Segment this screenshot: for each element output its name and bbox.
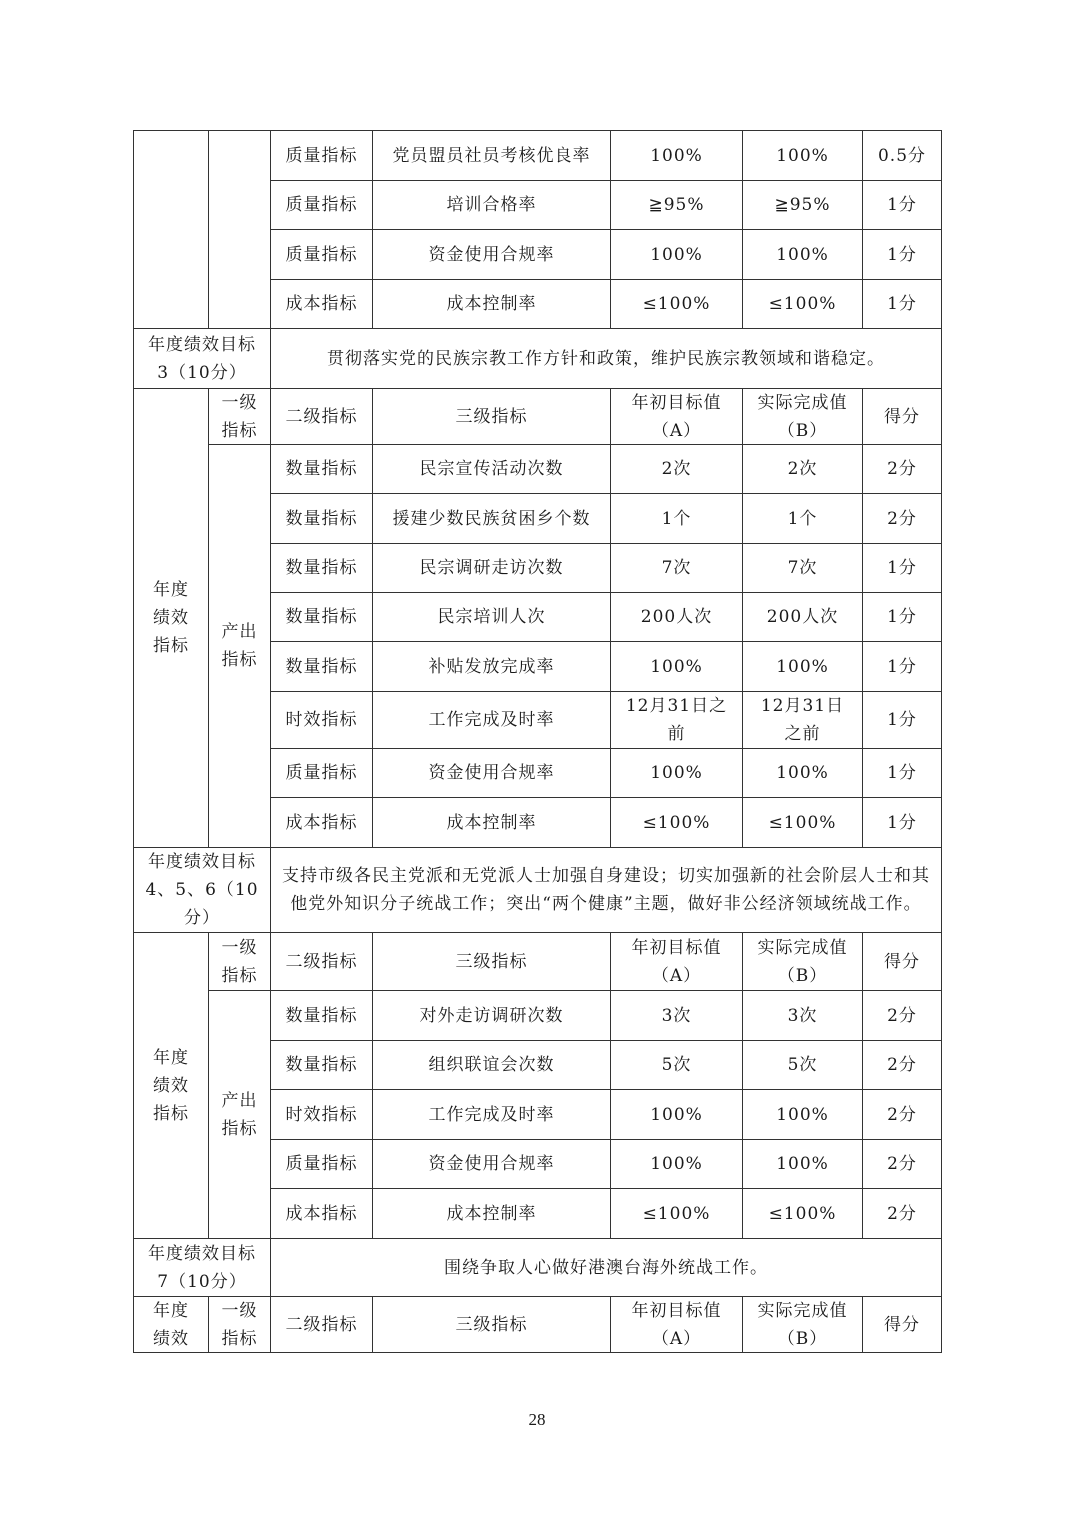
actual-cell <box>742 691 863 749</box>
level3-cell-text: 资金使用合规率 <box>428 244 555 265</box>
goal3-text <box>270 328 942 389</box>
level3-cell-text: 成本控制率 <box>446 1203 537 1224</box>
level3-cell-text: 工作完成及时率 <box>428 1104 555 1125</box>
actual-cell <box>742 592 863 642</box>
header-level1 <box>208 388 271 445</box>
level3-cell <box>372 641 611 692</box>
header-target-text: 年初目标值 （A） <box>631 937 722 986</box>
score-cell <box>862 279 942 329</box>
score-cell-text: 1分 <box>887 195 917 215</box>
level2-cell-text: 数量指标 <box>285 1005 358 1026</box>
header-target <box>610 932 743 991</box>
target-cell <box>610 279 743 329</box>
score-cell <box>862 229 942 280</box>
level3-cell <box>372 130 611 181</box>
target-cell-text: ≤100% <box>642 1203 711 1224</box>
level2-cell <box>270 279 373 329</box>
target-cell-text: 3次 <box>661 1005 692 1026</box>
level3-cell-text: 援建少数民族贫困乡个数 <box>392 508 591 529</box>
actual-cell <box>742 180 863 230</box>
level2-cell <box>270 444 373 494</box>
score-cell-text: 1分 <box>887 763 917 783</box>
target-cell <box>610 748 743 798</box>
level2-cell-text: 数量指标 <box>285 508 358 529</box>
actual-cell <box>742 1139 863 1189</box>
score-cell-text: 2分 <box>887 1154 917 1174</box>
score-cell <box>862 797 942 848</box>
actual-cell <box>742 543 863 593</box>
level3-cell <box>372 990 611 1041</box>
header-level2-text: 二级指标 <box>285 406 358 427</box>
level2-cell-text: 质量指标 <box>285 763 358 783</box>
target-cell-text: 7次 <box>661 558 692 578</box>
output-label-text: 产出 指标 <box>221 622 258 670</box>
header-level2 <box>270 1296 373 1353</box>
header-level3-text: 三级指标 <box>455 951 528 972</box>
header-level3 <box>372 388 611 445</box>
score-cell-text: 2分 <box>887 508 917 529</box>
actual-cell-text: 200人次 <box>766 607 839 627</box>
actual-cell-text: ≤100% <box>768 1203 837 1224</box>
header-level3 <box>372 932 611 991</box>
header-level1-text: 一级 指标 <box>221 392 258 441</box>
target-cell <box>610 1040 743 1090</box>
level2-cell <box>270 990 373 1041</box>
level2-cell-text: 时效指标 <box>285 710 358 730</box>
score-cell-text: 1分 <box>887 710 917 730</box>
actual-cell-text: 7次 <box>787 558 818 578</box>
goal456-text <box>270 847 942 933</box>
target-cell <box>610 444 743 494</box>
section-label-text: 年度 绩效 <box>153 1300 189 1349</box>
header-target <box>610 1296 743 1353</box>
section-label-continued <box>133 130 209 329</box>
header-level2-text: 二级指标 <box>285 1314 358 1335</box>
score-cell <box>862 691 942 749</box>
level3-cell-text: 成本控制率 <box>446 294 537 314</box>
score-cell-text: 2分 <box>887 459 917 479</box>
level2-cell-text: 时效指标 <box>285 1104 358 1125</box>
target-cell-text: 100% <box>650 763 703 783</box>
header-target-text: 年初目标值 （A） <box>631 392 722 441</box>
target-cell <box>610 130 743 181</box>
score-cell <box>862 990 942 1041</box>
level3-cell <box>372 797 611 848</box>
target-cell-text: 100% <box>650 1154 703 1174</box>
level3-cell-text: 工作完成及时率 <box>428 710 555 730</box>
level2-cell-text: 数量指标 <box>285 1055 358 1075</box>
target-cell-text: 100% <box>650 1104 703 1125</box>
level3-cell <box>372 748 611 798</box>
level3-cell <box>372 543 611 593</box>
target-cell <box>610 1089 743 1140</box>
header-score-text: 得分 <box>884 406 920 427</box>
level2-cell <box>270 130 373 181</box>
actual-cell <box>742 641 863 692</box>
header-level1 <box>208 1296 271 1353</box>
level2-cell-text: 数量指标 <box>285 607 358 627</box>
level2-cell-text: 成本指标 <box>285 812 358 833</box>
header-actual-text: 实际完成值 （B） <box>757 392 848 441</box>
score-cell-text: 1分 <box>887 656 917 677</box>
target-cell <box>610 797 743 848</box>
goal7-text-text: 围绕争取人心做好港澳台海外统战工作。 <box>444 1257 768 1278</box>
header-score-text: 得分 <box>884 1314 920 1335</box>
actual-cell-text: 100% <box>776 145 829 166</box>
level3-cell <box>372 180 611 230</box>
score-cell-text: 2分 <box>887 1203 917 1224</box>
score-cell-text: 0.5分 <box>877 145 927 166</box>
header-level2 <box>270 388 373 445</box>
level3-cell-text: 资金使用合规率 <box>428 763 555 783</box>
target-cell-text: 12月31日之 前 <box>625 696 728 744</box>
actual-cell-text: 12月31日 之前 <box>760 696 845 744</box>
score-cell <box>862 1139 942 1189</box>
header-actual <box>742 388 863 445</box>
target-cell-text: 100% <box>650 145 703 166</box>
actual-cell-text: 100% <box>776 1104 829 1125</box>
header-actual-text: 实际完成值 （B） <box>757 937 848 986</box>
header-level3-text: 三级指标 <box>455 406 528 427</box>
level3-cell <box>372 1040 611 1090</box>
goal456-label-text: 年度绩效目标 4、5、6（10 分） <box>145 852 259 928</box>
section-label <box>133 932 209 1239</box>
level3-cell-text: 组织联谊会次数 <box>428 1055 555 1075</box>
actual-cell <box>742 493 863 544</box>
target-cell-text: 200人次 <box>640 607 713 627</box>
output-label <box>208 990 271 1239</box>
level3-cell-text: 民宗培训人次 <box>437 607 546 627</box>
actual-cell <box>742 229 863 280</box>
level2-cell <box>270 691 373 749</box>
level2-cell <box>270 1139 373 1189</box>
section-label <box>133 388 209 848</box>
level2-cell-text: 数量指标 <box>285 656 358 677</box>
target-cell <box>610 493 743 544</box>
page-number: 28 <box>528 1410 546 1429</box>
level2-cell <box>270 1188 373 1239</box>
actual-cell <box>742 797 863 848</box>
level3-cell-text: 成本控制率 <box>446 812 537 833</box>
section-label-text: 年度 绩效 指标 <box>153 1047 189 1124</box>
level2-cell <box>270 180 373 230</box>
level3-cell-text: 民宗宣传活动次数 <box>419 459 564 479</box>
target-cell <box>610 1188 743 1239</box>
target-cell <box>610 592 743 642</box>
level3-cell <box>372 279 611 329</box>
level2-cell-text: 数量指标 <box>285 558 358 578</box>
level2-cell-text: 质量指标 <box>285 244 358 265</box>
score-cell-text: 1分 <box>887 812 917 833</box>
score-cell-text: 1分 <box>887 558 917 578</box>
level2-cell <box>270 797 373 848</box>
level3-cell <box>372 1089 611 1140</box>
target-cell-text: ≤100% <box>642 812 711 833</box>
actual-cell <box>742 444 863 494</box>
actual-cell-text: ≧95% <box>774 195 831 215</box>
level3-cell <box>372 1139 611 1189</box>
header-level1-text: 一级 指标 <box>221 937 258 986</box>
score-cell <box>862 641 942 692</box>
level2-cell <box>270 592 373 642</box>
actual-cell-text: 3次 <box>787 1005 818 1026</box>
actual-cell-text: 5次 <box>787 1055 818 1075</box>
level3-cell <box>372 229 611 280</box>
actual-cell-text: 100% <box>776 1154 829 1174</box>
header-score-text: 得分 <box>884 951 920 972</box>
header-level3-text: 三级指标 <box>455 1314 528 1335</box>
header-level2 <box>270 932 373 991</box>
actual-cell <box>742 990 863 1041</box>
level3-cell-text: 资金使用合规率 <box>428 1154 555 1174</box>
score-cell <box>862 130 942 181</box>
score-cell-text: 1分 <box>887 607 917 627</box>
target-cell <box>610 180 743 230</box>
actual-cell-text: 1个 <box>787 508 818 529</box>
level3-cell-text: 党员盟员社员考核优良率 <box>392 145 591 166</box>
actual-cell-text: 100% <box>776 763 829 783</box>
actual-cell-text: ≤100% <box>768 294 837 314</box>
goal456-text-text: 支持市级各民主党派和无党派人士加强自身建设；切实加强新的社会阶层人士和其他党外知识分子统战工作；突出“两个健康”主题，做好非公经济领域统战工作。 <box>282 866 930 914</box>
level2-cell <box>270 493 373 544</box>
header-level2-text: 二级指标 <box>285 951 358 972</box>
score-cell <box>862 1188 942 1239</box>
score-cell <box>862 592 942 642</box>
header-actual <box>742 1296 863 1353</box>
level2-cell <box>270 641 373 692</box>
actual-cell <box>742 748 863 798</box>
header-level3 <box>372 1296 611 1353</box>
score-cell <box>862 180 942 230</box>
target-cell <box>610 641 743 692</box>
target-cell-text: 5次 <box>661 1055 692 1075</box>
level2-cell <box>270 229 373 280</box>
target-cell <box>610 543 743 593</box>
score-cell <box>862 1089 942 1140</box>
level2-cell <box>270 543 373 593</box>
actual-cell <box>742 1040 863 1090</box>
target-cell <box>610 990 743 1041</box>
output-label-continued <box>208 130 271 329</box>
goal456-label <box>133 847 271 933</box>
section-label-text: 年度 绩效 指标 <box>153 580 189 656</box>
score-cell-text: 1分 <box>887 244 917 265</box>
header-score <box>862 932 942 991</box>
goal7-label <box>133 1238 271 1297</box>
target-cell <box>610 691 743 749</box>
level3-cell-text: 民宗调研走访次数 <box>419 558 564 578</box>
level2-cell-text: 数量指标 <box>285 459 358 479</box>
header-level1-text: 一级 指标 <box>221 1300 258 1349</box>
actual-cell <box>742 130 863 181</box>
score-cell <box>862 748 942 798</box>
actual-cell <box>742 1188 863 1239</box>
level2-cell-text: 成本指标 <box>285 294 358 314</box>
header-actual <box>742 932 863 991</box>
goal3-text-text: 贯彻落实党的民族宗教工作方针和政策，维护民族宗教领域和谐稳定。 <box>327 348 885 369</box>
goal3-label-text: 年度绩效目标 3（10分） <box>148 334 256 383</box>
level2-cell-text: 质量指标 <box>285 195 358 215</box>
header-target <box>610 388 743 445</box>
score-cell-text: 2分 <box>887 1055 917 1075</box>
score-cell <box>862 1040 942 1090</box>
score-cell-text: 1分 <box>887 294 917 314</box>
target-cell <box>610 229 743 280</box>
actual-cell-text: 2次 <box>787 459 818 479</box>
section-label <box>133 1296 209 1353</box>
score-cell-text: 2分 <box>887 1005 917 1026</box>
score-cell <box>862 493 942 544</box>
level3-cell <box>372 592 611 642</box>
header-level1 <box>208 932 271 991</box>
level2-cell-text: 成本指标 <box>285 1203 358 1224</box>
score-cell <box>862 543 942 593</box>
goal7-text <box>270 1238 942 1297</box>
level2-cell <box>270 1089 373 1140</box>
target-cell-text: ≤100% <box>642 294 711 314</box>
level2-cell <box>270 748 373 798</box>
level3-cell <box>372 493 611 544</box>
actual-cell <box>742 279 863 329</box>
header-target-text: 年初目标值 （A） <box>631 1300 722 1349</box>
level2-cell <box>270 1040 373 1090</box>
target-cell-text: 100% <box>650 244 703 265</box>
actual-cell <box>742 1089 863 1140</box>
level3-cell-text: 培训合格率 <box>446 195 537 215</box>
header-score <box>862 388 942 445</box>
level2-cell-text: 质量指标 <box>285 1154 358 1174</box>
level3-cell <box>372 691 611 749</box>
level2-cell-text: 质量指标 <box>285 145 358 166</box>
score-cell <box>862 444 942 494</box>
output-label <box>208 444 271 848</box>
target-cell-text: ≧95% <box>648 195 705 215</box>
output-label-text: 产出 指标 <box>221 1090 258 1139</box>
goal3-label <box>133 328 271 389</box>
level3-cell <box>372 444 611 494</box>
level3-cell-text: 补贴发放完成率 <box>428 656 555 677</box>
level3-cell <box>372 1188 611 1239</box>
actual-cell-text: 100% <box>776 656 829 677</box>
goal7-label-text: 年度绩效目标 7（10分） <box>148 1243 256 1292</box>
actual-cell-text: ≤100% <box>768 812 837 833</box>
header-score <box>862 1296 942 1353</box>
header-actual-text: 实际完成值 （B） <box>757 1300 848 1349</box>
target-cell-text: 1个 <box>661 508 692 529</box>
actual-cell-text: 100% <box>776 244 829 265</box>
score-cell-text: 2分 <box>887 1104 917 1125</box>
level3-cell-text: 对外走访调研次数 <box>419 1005 564 1026</box>
target-cell-text: 2次 <box>661 459 692 479</box>
target-cell-text: 100% <box>650 656 703 677</box>
target-cell <box>610 1139 743 1189</box>
